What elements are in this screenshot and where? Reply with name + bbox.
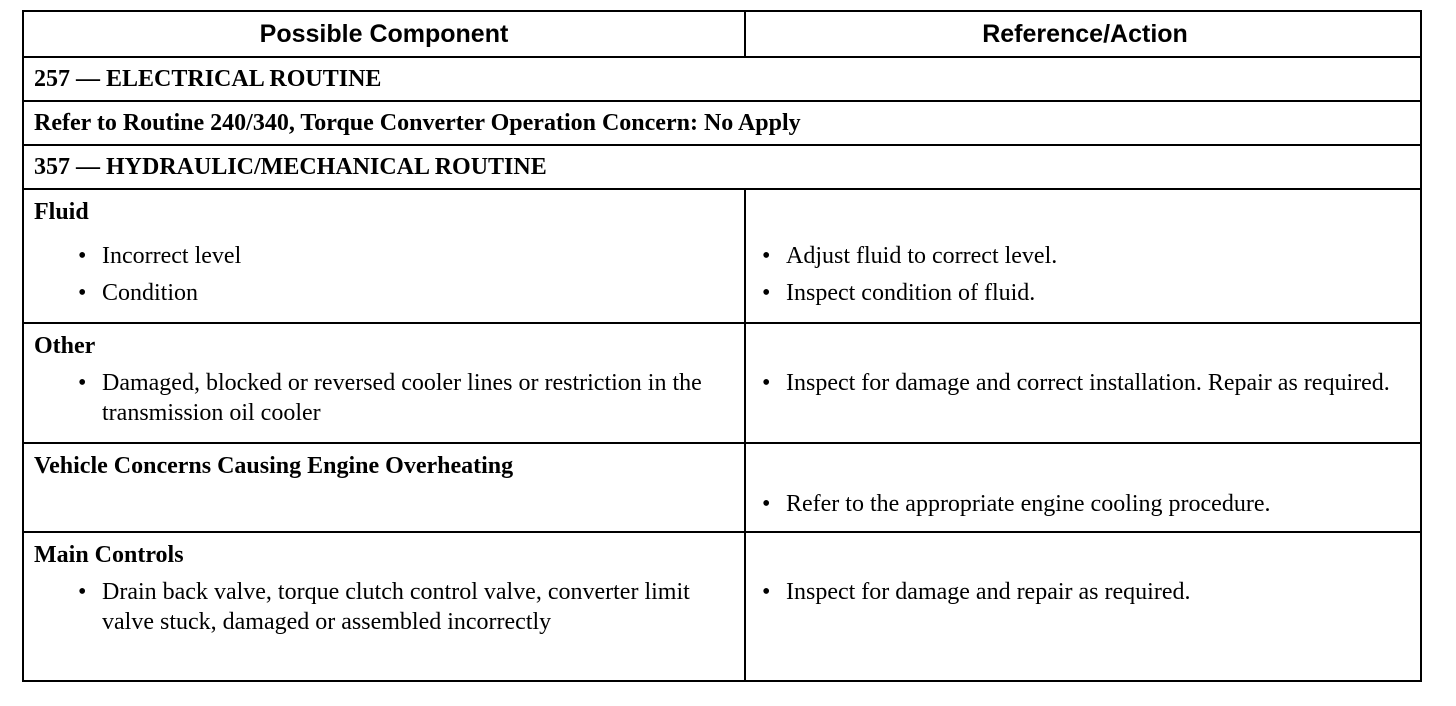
component-text: Drain back valve, torque clutch control valve, converter limit valve stuck, damaged or assembled incorrectly	[102, 579, 690, 635]
bullet-icon: •	[762, 243, 771, 269]
group-main-component	[24, 533, 746, 680]
group-title: Vehicle Concerns Causing Engine Overheating	[34, 453, 514, 479]
group-vehicle-action	[746, 444, 1420, 531]
list-item	[760, 278, 1410, 308]
diagnostic-table	[22, 10, 1422, 682]
bullet-icon: •	[762, 491, 771, 517]
list-item	[34, 241, 734, 271]
action-text: Inspect condition of fluid.	[786, 280, 1036, 306]
bullet-icon: •	[78, 370, 87, 396]
component-text: Condition	[102, 280, 199, 306]
bullet-icon: •	[78, 243, 87, 269]
group-other-component	[24, 324, 746, 442]
group-title: Main Controls	[34, 542, 184, 568]
list-item	[760, 489, 1410, 519]
header-possible-component: Possible Component	[24, 12, 746, 56]
section-refer-routine: Refer to Routine 240/340, Torque Converter Operation Concern: No Apply	[24, 100, 1420, 144]
list-item	[760, 577, 1410, 607]
group-vehicle-component	[24, 444, 746, 531]
section-electrical-routine: 257 — ELECTRICAL ROUTINE	[24, 56, 1420, 100]
group-title: Fluid	[34, 199, 89, 225]
group-fluid	[24, 188, 1420, 322]
group-fluid-component	[24, 190, 746, 322]
list-item	[760, 241, 1410, 271]
table-header	[24, 12, 1420, 56]
list-item	[34, 368, 734, 428]
action-text: Inspect for damage and repair as required.	[786, 579, 1191, 605]
bullet-icon: •	[762, 579, 771, 605]
header-reference-action: Reference/Action	[982, 19, 1188, 48]
group-vehicle-concerns	[24, 442, 1420, 531]
action-text: Adjust fluid to correct level.	[786, 243, 1058, 269]
bullet-icon: •	[762, 280, 771, 306]
group-other	[24, 322, 1420, 442]
action-text: Inspect for damage and correct installation. Repair as required.	[786, 370, 1390, 396]
group-title: Other	[34, 333, 96, 359]
component-text: Incorrect level	[102, 243, 242, 269]
component-text: Damaged, blocked or reversed cooler lines or restriction in the transmission oil cooler	[102, 370, 702, 426]
section-hydraulic-routine: 357 — HYDRAULIC/MECHANICAL ROUTINE	[24, 144, 1420, 188]
group-fluid-action	[746, 190, 1420, 322]
group-main-controls	[24, 531, 1420, 680]
action-text: Refer to the appropriate engine cooling procedure.	[786, 491, 1271, 517]
list-item	[34, 577, 734, 637]
bullet-icon: •	[78, 579, 87, 605]
bullet-icon: •	[762, 370, 771, 396]
list-item	[760, 368, 1410, 398]
bullet-icon: •	[78, 280, 87, 306]
group-main-action	[746, 533, 1420, 680]
group-other-action	[746, 324, 1420, 442]
list-item	[34, 278, 734, 308]
